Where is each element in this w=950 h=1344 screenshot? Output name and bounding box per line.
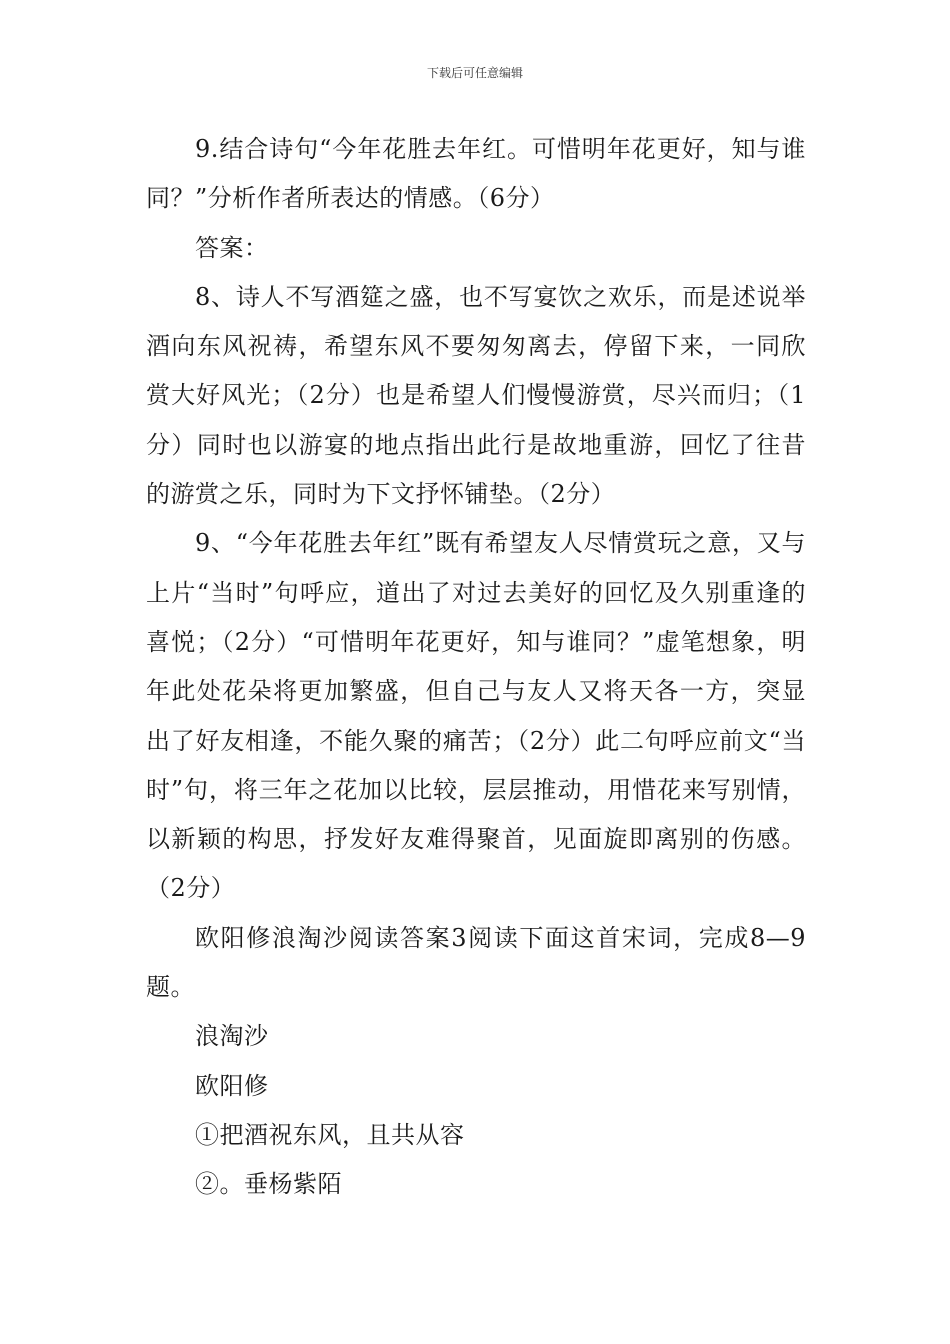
document-body: [146, 125, 806, 1210]
answer-heading: 答案：: [195, 233, 269, 262]
question-9-paragraph: 9.结合诗句“今年花胜去年红。可惜明年花更好，知与谁同？”分析作者所表达的情感。（6分）: [146, 135, 806, 213]
section-intro-paragraph: 欧阳修浪淘沙阅读答案3阅读下面这首宋词，完成8—9题。: [146, 923, 806, 1002]
answer-8-paragraph: 8、诗人不写酒筵之盛，也不写宴饮之欢乐，而是述说举酒向东风祝祷，希望东风不要匆匆离去，停留下来，一同欣赏大好风光；（2分）也是希望人们慢慢游赏，尽兴而归；（1分）同时也以游宴的地点指出此行是故地重游，回忆了往昔的游赏之乐，同时为下文抒怀铺垫。（2分）: [146, 282, 806, 509]
poem-line-1: ①把酒祝东风，且共从容: [195, 1120, 465, 1149]
poem-author: 欧阳修: [195, 1071, 269, 1100]
page-header-note: 下载后可任意编辑: [426, 66, 523, 80]
poem-line-2: ②。垂杨紫陌: [195, 1170, 342, 1199]
answer-9-paragraph: 9、“今年花胜去年红”既有希望友人尽情赏玩之意，又与上片“当时”句呼应，道出了对过去美好的回忆及久别重逢的喜悦；（2分）“可惜明年花更好，知与谁同？”虚笔想象，明年此处花朵将更加繁盛，但自己与友人又将天各一方，突显出了好友相逢，不能久聚的痛苦；（2分）此二句呼应前文“当时”句，将三年之花加以比较，层层推动，用惜花来写别情，以新颖的构思，抒发好友难得聚首，见面旋即离别的伤感。（2分）: [146, 529, 806, 903]
poem-title: 浪淘沙: [195, 1022, 269, 1051]
